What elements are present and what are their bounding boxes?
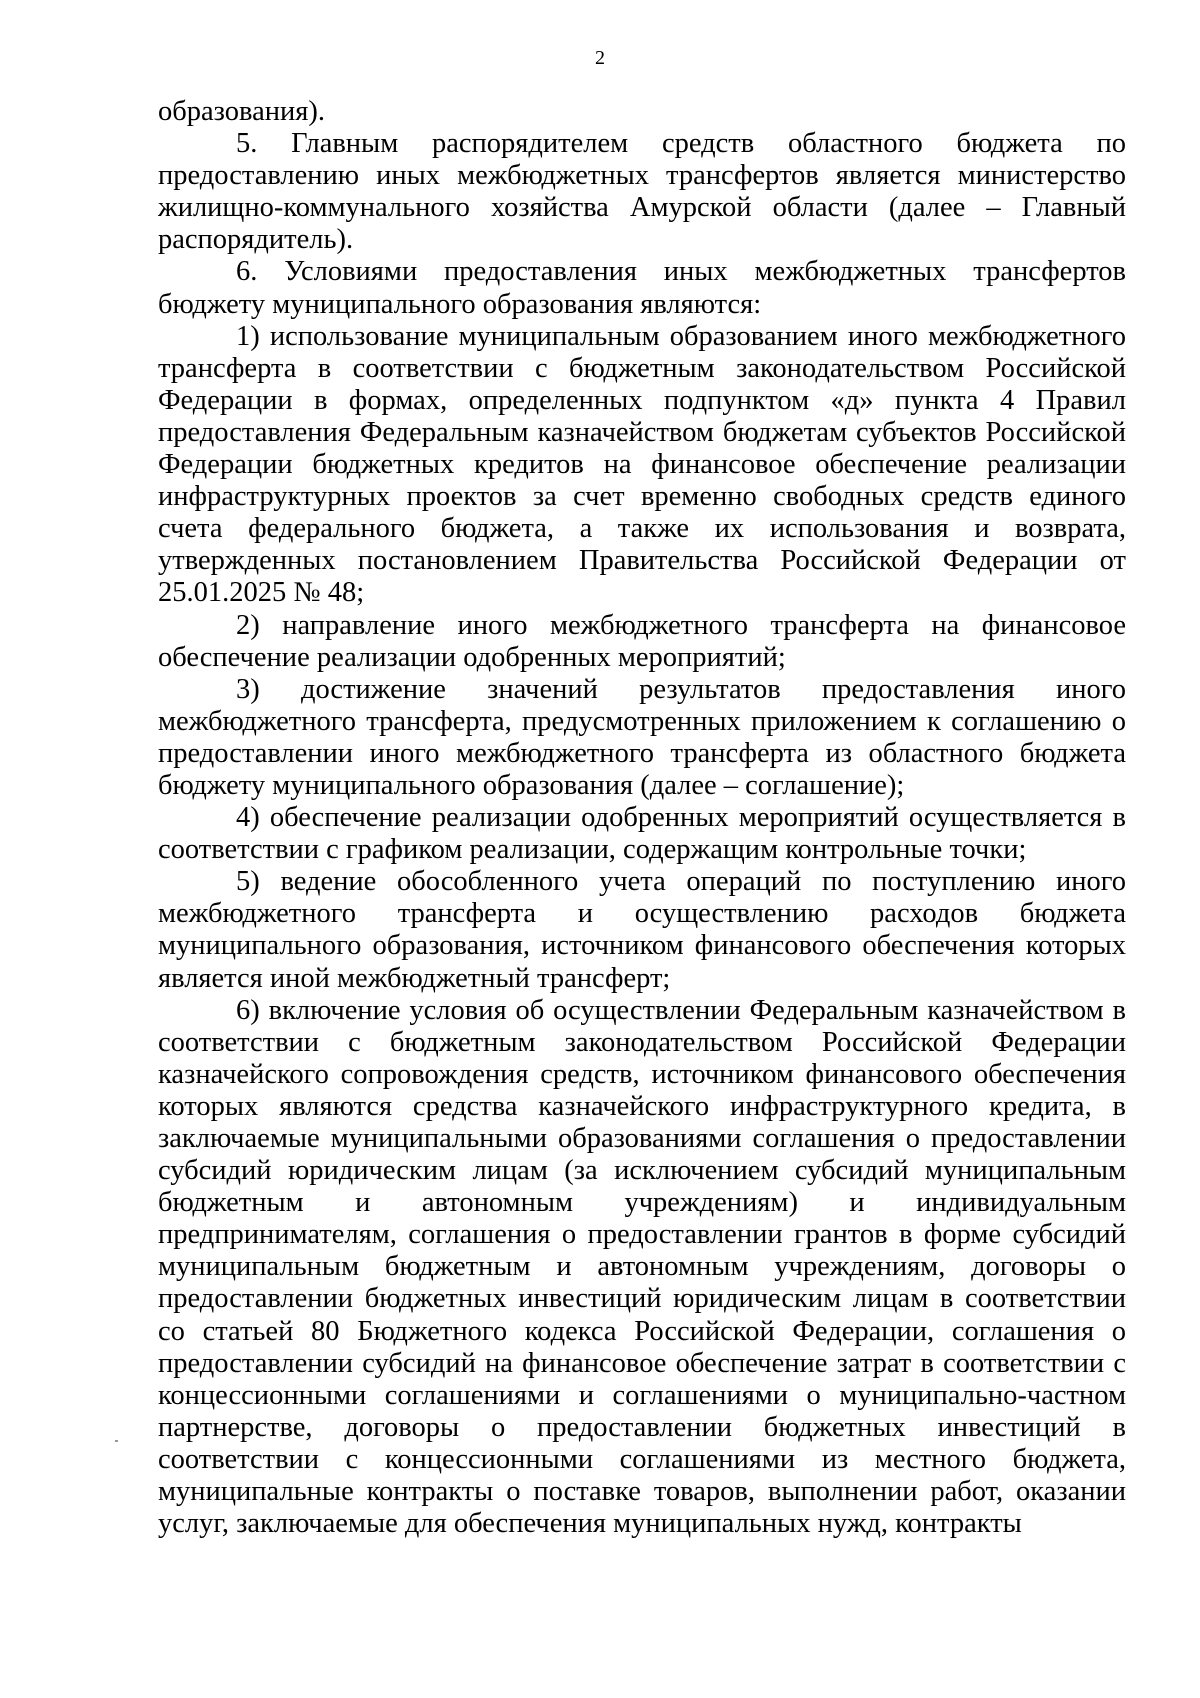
document-body — [158, 96, 1126, 1540]
scan-speck — [115, 1440, 118, 1442]
subitem-6: 6) включение условия об осуществлении Федеральным казначейством в соответствии с бюджетным законодательством Российской Федерации казначейского сопровождения средств, источником финансового обеспечения которых являются средства казначейского инфраструктурного кредита, в заключаемые муниципальными образованиями соглашения о предоставлении субсидий юридическим лицам (за исключением субсидий муниципальным бюджетным и автономным учреждениям) и индивидуальным предпринимателям, соглашения о предоставлении грантов в форме субсидий муниципальным бюджетным и автономным учреждениям, договоры о предоставлении бюджетных инвестиций юридическим лицам в соответствии со статьей 80 Бюджетного кодекса Российской Федерации, соглашения о предоставлении субсидий на финансовое обеспечение затрат в соответствии с концессионными соглашениями и соглашениями о муниципально-частном партнерстве, договоры о предоставлении бюджетных инвестиций в соответствии с концессионными соглашениями из местного бюджета, муниципальные контракты о поставке товаров, выполнении работ, оказании услуг, заключаемые для обеспечения муниципальных нужд, контракты — [158, 994, 1126, 1540]
subitem-5: 5) ведение обособленного учета операций по поступлению иного межбюджетного трансферта и осуществлению расходов бюджета муниципального образования, источником финансового обеспечения которых является иной межбюджетный трансферт; — [158, 866, 1126, 994]
subitem-2: 2) направление иного межбюджетного трансферта на финансовое обеспечение реализации одобренных мероприятий; — [158, 609, 1126, 673]
page-number: 2 — [595, 47, 605, 69]
subitem-1: 1) использование муниципальным образованием иного межбюджетного трансферта в соответствии с бюджетным законодательством Российской Федерации в формах, определенных подпунктом «д» пункта 4 Правил предоставления Федеральным казначейством бюджетам субъектов Российской Федерации бюджетных кредитов на финансовое обеспечение реализации инфраструктурных проектов за счет временно свободных средств единого счета федерального бюджета, а также их использования и возврата, утвержденных постановлением Правительства Российской Федерации от 25.01.2025 № 48; — [158, 320, 1126, 609]
subitem-3: 3) достижение значений результатов предоставления иного межбюджетного трансферта, предусмотренных приложением к соглашению о предоставлении иного межбюджетного трансферта из областного бюджета бюджету муниципального образования (далее – соглашение); — [158, 673, 1126, 801]
paragraph-continuation: образования). — [158, 96, 325, 127]
paragraph-item-6: 6. Условиями предоставления иных межбюджетных трансфертов бюджету муниципального образования являются: — [158, 256, 1126, 320]
subitem-4: 4) обеспечение реализации одобренных мероприятий осуществляется в соответствии с графиком реализации, содержащим контрольные точки; — [158, 802, 1126, 866]
paragraph-item-5: 5. Главным распорядителем средств областного бюджета по предоставлению иных межбюджетных трансфертов является министерство жилищно-коммунального хозяйства Амурской области (далее – Главный распорядитель). — [158, 128, 1126, 256]
